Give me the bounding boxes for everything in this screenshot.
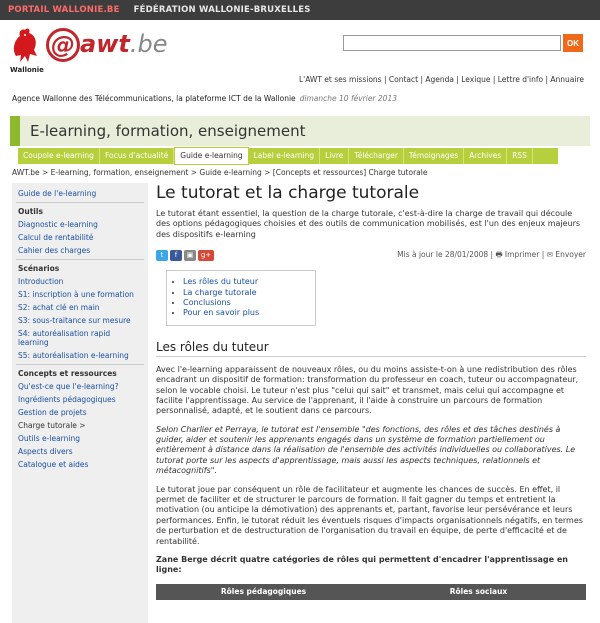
sidebar-item[interactable]: Calcul de rentabilité bbox=[18, 233, 94, 242]
logo-suffix: .be bbox=[129, 30, 168, 58]
search-ok-button[interactable]: OK bbox=[563, 34, 583, 52]
sidebar-item[interactable]: Diagnostic e-learning bbox=[18, 220, 98, 229]
tagline-date: dimanche 10 février 2013 bbox=[299, 93, 397, 103]
logo-main: awt bbox=[80, 30, 130, 58]
sidebar-item[interactable]: S2: achat clé en main bbox=[18, 303, 100, 312]
sidebar-item[interactable]: S3: sous-traitance sur mesure bbox=[18, 316, 131, 325]
sidebar-item-current[interactable]: Charge tutorale > bbox=[18, 421, 86, 430]
sidebar-item[interactable]: Catalogue et aides bbox=[18, 460, 89, 469]
sidebar bbox=[12, 183, 148, 623]
page-meta[interactable]: Mis à jour le 28/01/2008 | 🖶 Imprimer | ✉ Envoyer bbox=[397, 249, 586, 259]
search-input[interactable] bbox=[343, 35, 561, 51]
wallonie-rooster-icon bbox=[10, 26, 40, 64]
wallonie-label: Wallonie bbox=[10, 66, 44, 74]
google-plus-icon[interactable]: g+ bbox=[198, 250, 214, 261]
tagline bbox=[0, 88, 600, 108]
breadcrumb[interactable]: AWT.be > E-learning, formation, enseignement > Guide e-learning > [Concepts et ressources] Charge tutorale bbox=[12, 168, 428, 177]
page-title: Le tutorat et la charge tutorale bbox=[156, 183, 420, 203]
sidebar-item[interactable]: Cahier des charges bbox=[18, 246, 91, 255]
portal-wallonie-link[interactable]: PORTAIL WALLONIE.BE bbox=[8, 5, 120, 15]
roles-table-header bbox=[156, 584, 586, 600]
tab-livre[interactable]: Livre bbox=[320, 148, 349, 164]
main-content bbox=[156, 183, 586, 623]
section-heading: Les rôles du tuteur bbox=[156, 340, 586, 357]
sidebar-item[interactable]: Aspects divers bbox=[18, 447, 73, 456]
header bbox=[0, 20, 600, 84]
table-header-cell: Rôles pédagogiques bbox=[220, 586, 307, 596]
sidebar-item[interactable]: Gestion de projets bbox=[18, 408, 87, 417]
paragraph: Selon Charlier et Perraya, le tutorat est l'ensemble "des fonctions, des rôles et des tâches destinés à guider, aider et soutenir les apprenants engagés dans un système de formation partiellement ou entièrement à distance dans la réalisation de l'ensemble des activités individuelles ou collaboratives. Le tutorat porte sur les aspects d'apprentissage, mais aussi les aspects techniques, relationnels et métacognitifs". bbox=[156, 424, 576, 476]
sidebar-item[interactable]: S5: autoréalisation e-learning bbox=[18, 351, 129, 360]
social-share bbox=[156, 250, 214, 261]
facebook-icon[interactable]: f bbox=[170, 250, 182, 261]
top-bar bbox=[0, 0, 600, 20]
tools-row bbox=[156, 248, 586, 262]
section-title: E-learning, formation, enseignement bbox=[30, 122, 306, 140]
at-circle-icon: @ bbox=[46, 28, 80, 62]
tab-temoignages[interactable]: Témoignages bbox=[404, 148, 464, 164]
toc-item[interactable]: • La charge tutorale bbox=[183, 288, 309, 298]
tab-telecharger[interactable]: Télécharger bbox=[349, 148, 404, 164]
section-banner bbox=[10, 116, 590, 146]
federation-link[interactable]: FÉDÉRATION WALLONIE-BRUXELLES bbox=[133, 5, 311, 15]
paragraph: Zane Berge décrit quatre catégories de rôles qui permettent d'encadrer l'apprentissage en ligne: bbox=[156, 554, 568, 575]
toc-item[interactable]: • Conclusions bbox=[183, 298, 309, 308]
sidebar-item[interactable]: Guide de l'e-learning bbox=[18, 189, 97, 198]
tab-archives[interactable]: Archives bbox=[464, 148, 507, 164]
sidebar-item[interactable]: Ingrédients pédagogiques bbox=[18, 395, 116, 404]
sidebar-heading: Concepts et ressources bbox=[16, 364, 144, 380]
tab-rss[interactable]: RSS bbox=[507, 148, 533, 164]
awt-logo[interactable] bbox=[46, 28, 167, 62]
bookmark-icon[interactable]: ▣ bbox=[184, 250, 196, 261]
sidebar-heading: Scénarios bbox=[16, 259, 144, 275]
table-of-contents bbox=[166, 270, 316, 326]
sidebar-item[interactable]: S4: autoréalisation rapid learning bbox=[18, 329, 111, 347]
top-links[interactable]: L'AWT et ses missions | Contact | Agenda | Lexique | Lettre d'info | Annuaire bbox=[298, 75, 584, 84]
paragraph: Le tutorat joue par conséquent un rôle de facilitateur et augmente les chances de succès. En effet, il permet de faciliter et de structurer le parcours de formation. Il fait gagner du temps et entretient la motivation (ou anticipe la démotivation) des apprenants et, partant, favorise leur persévérance et leurs performances. Enfin, le tutorat réduit les éventuels risques d'impacts organisationnels négatifs, en termes de perturbation et de destructuration de l'organisation du travail en équipe, de perte d'efficacité et de rentabilité. bbox=[156, 484, 583, 546]
sidebar-item[interactable]: S1: inscription à une formation bbox=[18, 290, 134, 299]
toc-item[interactable]: • Les rôles du tuteur bbox=[183, 277, 309, 287]
sidebar-item[interactable]: Qu'est-ce que l'e-learning? bbox=[18, 382, 119, 391]
sidebar-item[interactable]: Introduction bbox=[18, 277, 64, 286]
tagline-text: Agence Wallonne des Télécommunications, la plateforme ICT de la Wallonie bbox=[12, 93, 296, 103]
tab-label[interactable]: Label e-learning bbox=[249, 148, 321, 164]
sidebar-heading: Outils bbox=[16, 202, 144, 218]
tab-guide[interactable]: Guide e-learning bbox=[174, 147, 248, 165]
intro-text: Le tutorat étant essentiel, la question de la charge tutorale, c'est-à-dire la charge de travail qui découle des options pédagogiques choisies et des outils de communication mobilisés, est l'un des enjeux majeurs des dispositifs e-learning bbox=[156, 209, 581, 239]
paragraph: Avec l'e-learning apparaissent de nouveaux rôles, ou du moins assiste-t-on à une redistribution des rôles encadrant un dispositif de formation: transformation du professeur en coach, tuteur ou accompagnateur, selon le vocable choisi. Le tuteur n'est plus "celui qui sait" et transmet, mais celui qui accompagne et facilite l'apprentissage. Au service de l'apprenant, il l'aide à construire un parcours de formation personnalisé, adapté, et le soutient dans ce parcours. bbox=[156, 364, 579, 416]
table-header-cell: Rôles sociaux bbox=[449, 586, 508, 596]
sidebar-item[interactable]: Outils e-learning bbox=[18, 434, 80, 443]
tab-focus[interactable]: Focus d'actualité bbox=[100, 148, 174, 164]
tab-bar bbox=[18, 148, 558, 164]
toc-item[interactable]: • Pour en savoir plus bbox=[183, 308, 309, 318]
tab-coupole[interactable]: Coupole e-learning bbox=[18, 148, 100, 164]
twitter-icon[interactable]: t bbox=[156, 250, 168, 261]
